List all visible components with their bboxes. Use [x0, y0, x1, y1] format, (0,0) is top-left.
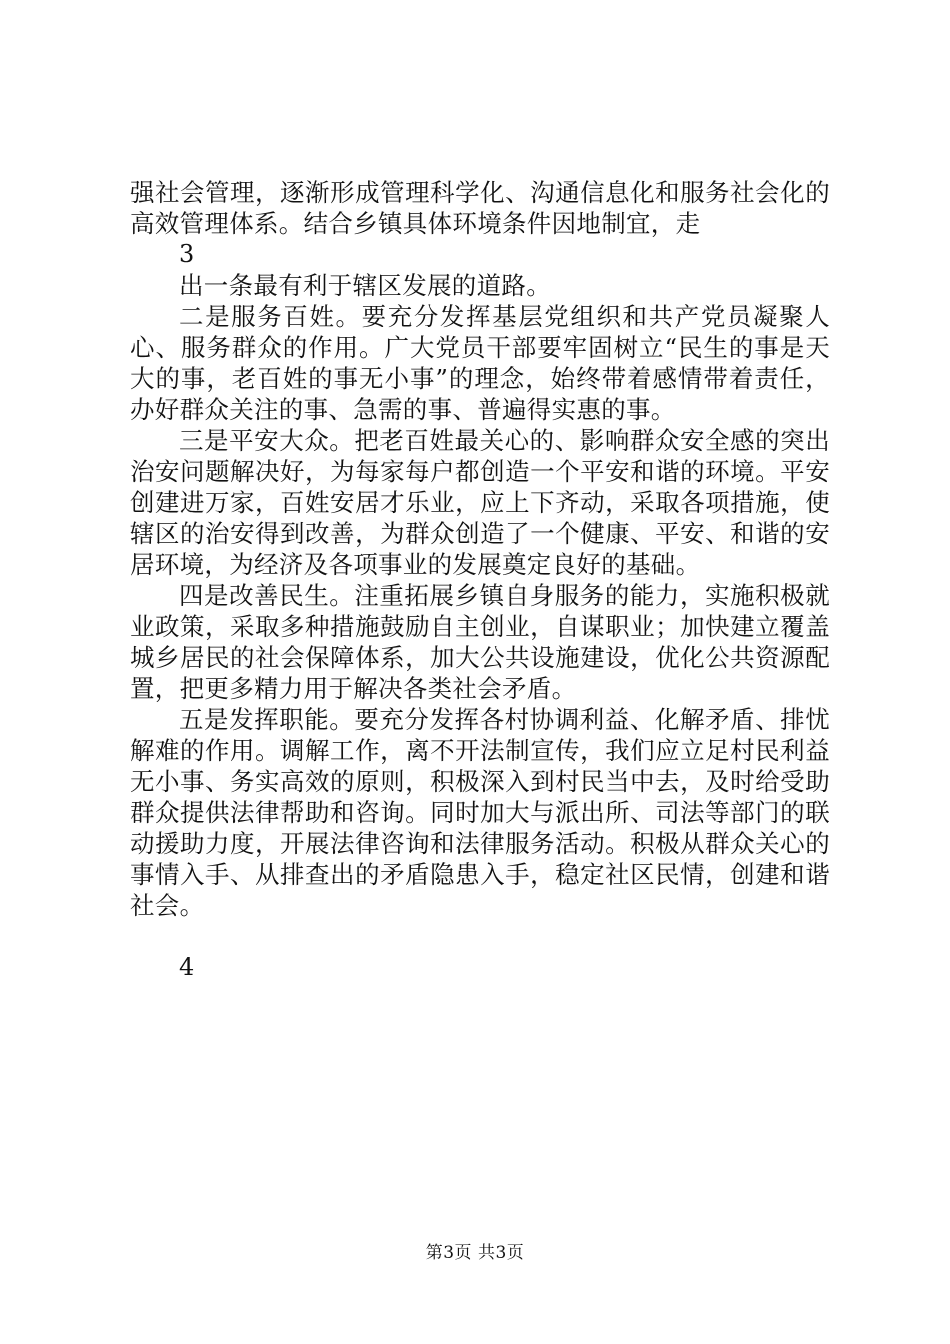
inline-page-number: 4	[179, 953, 195, 981]
paragraph-public-safety: 三是平安大众。把老百姓最关心的、影响群众安全感的突出治安问题解决好，为每家每户都创造一个平安和谐的环境。平安创建进万家，百姓安居才乐业，应上下齐动，采取各项措施，使辖区的治安得到改善，为群众创造了一个健康、平安、和谐的安居环境，为经济及各项事业的发展奠定良好的基础。	[130, 426, 830, 579]
paragraph-continued: 强社会管理，逐渐形成管理科学化、沟通信息化和服务社会化的高效管理体系。结合乡镇具体环境条件因地制宜，走	[130, 178, 830, 238]
document-body	[130, 177, 830, 983]
paragraph-serve-people: 二是服务百姓。要充分发挥基层党组织和共产党员凝聚人心、服务群众的作用。广大党员干部要牢固树立“民生的事是天大的事，老百姓的事无小事”的理念，始终带着感情带着责任，办好群众关注的事、急需的事、普遍得实惠的事。	[130, 302, 831, 424]
paragraph-functions: 五是发挥职能。要充分发挥各村协调利益、化解矛盾、排忧解难的作用。调解工作，离不开法制宣传，我们应立足村民利益无小事、务实高效的原则，积极深入到村民当中去，及时给受助群众提供法律帮助和咨询。同时加大与派出所、司法等部门的联动援助力度，开展法律咨询和法律服务活动。积极从群众关心的事情入手、从排查出的矛盾隐患入手，稳定社区民情，创建和谐社会。	[130, 705, 830, 920]
page-footer: 第3页 共3页	[425, 1243, 525, 1263]
spacer	[130, 921, 830, 952]
paragraph-continuation: 出一条最有利于辖区发展的道路。	[179, 271, 551, 300]
inline-page-number: 3	[179, 240, 195, 268]
paragraph-livelihood: 四是改善民生。注重拓展乡镇自身服务的能力，实施积极就业政策，采取多种措施鼓励自主创业，自谋职业；加快建立覆盖城乡居民的社会保障体系，加大公共设施建设，优化公共资源配置，把更多精力用于解决各类社会矛盾。	[130, 581, 830, 703]
